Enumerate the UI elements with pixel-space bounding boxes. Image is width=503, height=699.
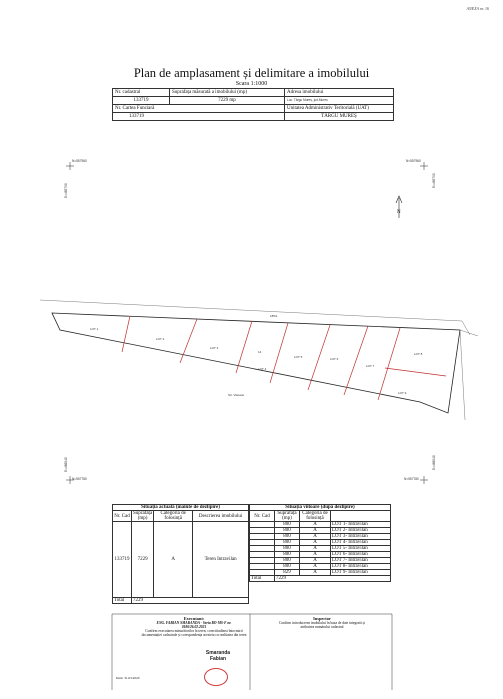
future-row-lot: LOT 1- Intravilan (331, 522, 391, 528)
actual-total-label: Total (113, 598, 132, 604)
future-row-cat: A (300, 570, 331, 576)
cadastral-number: 133719 (113, 97, 170, 105)
future-row-cat: A (300, 522, 331, 528)
uat-value: TÂRGU MUREȘ (285, 113, 394, 121)
future-row-sup: 800 (275, 540, 300, 546)
future-row-cat: A (300, 528, 331, 534)
future-row-lot: LOT 2- Intravilan (331, 528, 391, 534)
stamp-line-2: Fabian (209, 656, 227, 662)
future-row-cat: A (300, 564, 331, 570)
future-row-cat: A (300, 546, 331, 552)
actual-cat: A (154, 522, 193, 598)
future-row-sup: 829 (275, 570, 300, 576)
inspector-title: Inspector (313, 616, 331, 621)
cf-label: 14 (258, 350, 262, 354)
future-row-sup: 800 (275, 552, 300, 558)
future-row-sup: 800 (275, 528, 300, 534)
actual-sup: 7229 (132, 522, 154, 598)
future-row-cat: A (300, 552, 331, 558)
lot-3-label: LOT 3 (210, 346, 219, 350)
coord-n-top-right: N=557960 (406, 159, 421, 163)
actual-col-desc: Descrierea imobilului (193, 511, 249, 522)
scale-label: Scara 1:1000 (235, 81, 268, 87)
actual-col-nr: Nr. Cad (113, 511, 132, 522)
future-row-lot: LOT 9- Intravilan (331, 570, 391, 576)
uat-label: Unitatea Administrativ Teritorială (UAT) (285, 105, 394, 113)
stamp-line-1: Smaranda (205, 650, 231, 656)
future-row-lot: LOT 3- Intravilan (331, 534, 391, 540)
lot-2-label: LOT 2 (156, 337, 165, 341)
executant-title: Executant: (183, 616, 205, 621)
future-row-lot: LOT 6- Intravilan (331, 552, 391, 558)
page-title: Plan de amplasament și delimitare a imobilului (133, 66, 370, 80)
future-row-sup: 800 (275, 558, 300, 564)
address-label: Adresa imobilului (285, 89, 394, 97)
future-row-lot: LOT 8- Intravilan (331, 564, 391, 570)
north-label: N (397, 210, 401, 215)
executant-cert: 0186/26.02.2021 (181, 625, 207, 629)
coord-n-bottom-left: N=557780 (72, 477, 87, 481)
future-row-sup: 800 (275, 564, 300, 570)
annex-number: ANEXA nr. 16 (466, 6, 489, 11)
lot-4-label: LOT 4 (258, 367, 267, 371)
future-col-cat: Categoria de folosință (300, 511, 331, 522)
future-row-lot: LOT 7- Intravilan (331, 558, 391, 564)
future-row-lot: LOT 4- Intravilan (331, 540, 391, 546)
future-row-lot: LOT 5- Intravilan (331, 546, 391, 552)
inspector-text: Confirm introducerea imobilului în baza de date integrată și atribuirea numărului cadastral (278, 621, 366, 629)
actual-nr: 133719 (113, 522, 132, 598)
lot-9-label: LOT 9 (398, 391, 407, 395)
coord-e-right-bottom: E=466040 (432, 455, 436, 470)
coord-e-right-top: E=465790 (432, 173, 436, 188)
actual-total: 7229 (132, 598, 249, 604)
future-col-sup: Suprafața (mp) (275, 511, 300, 522)
lot-1-label: LOT 1 (90, 327, 99, 331)
future-row-sup: 800 (275, 534, 300, 540)
coord-n-top-left: N=557960 (72, 159, 87, 163)
executant-name: ENG. FABIAN SMARANDA - Seria RO-MS-F nr. (156, 621, 232, 625)
land-book-number: 133719 (113, 113, 285, 121)
future-total: 7229 (275, 576, 391, 582)
lot-8-label: LOT 8 (414, 352, 423, 356)
future-header: Situația viitoare (după dezlipire) (250, 505, 391, 511)
executant-text: Confirm executarea măsurătorilor la teren, corectitudinea întocmirii documentației cadastrale și corespondența acesteia cu realitatea din teren (141, 629, 247, 637)
lot-5-label: LOT 5 (294, 355, 303, 359)
area-label: Suprafața măsurată a imobilului (mp) (170, 89, 285, 97)
actual-col-cat: Categoria de folosință (154, 511, 193, 522)
area-value: 7229 mp (170, 97, 285, 105)
actual-header: Situația actuală (înainte de dezlipire) (113, 505, 249, 511)
neighbor-top-label: 185/1 (270, 314, 278, 318)
future-row-cat: A (300, 540, 331, 546)
coord-e-left-bottom: E=466040 (64, 457, 68, 472)
cadastral-label: Nr. cadastral (113, 89, 170, 97)
future-total-label: Total (250, 576, 275, 582)
coord-e-left-top: E=465790 (64, 183, 68, 198)
land-book-label: Nr. Cartea Funciară (113, 105, 285, 113)
future-row-cat: A (300, 558, 331, 564)
future-row-sup: 800 (275, 522, 300, 528)
coord-n-bottom-right: N=557780 (404, 477, 419, 481)
actual-col-sup: Suprafața (mp) (133, 511, 153, 521)
executant-date: Data: 31.03.2020 (116, 676, 140, 680)
future-col-nr: Nr. Cad (250, 511, 275, 522)
address-value: Loc. Târgu Mureș, jud.Mureș (285, 97, 394, 105)
future-row-sup: 800 (275, 546, 300, 552)
lot-7-label: LOT 7 (366, 364, 375, 368)
lot-6-label: LOT 6 (330, 357, 339, 361)
future-row-cat: A (300, 534, 331, 540)
actual-desc: Teren Intravilan (193, 522, 249, 598)
neighbor-bottom-label: Str. Viitoarei (228, 393, 245, 397)
